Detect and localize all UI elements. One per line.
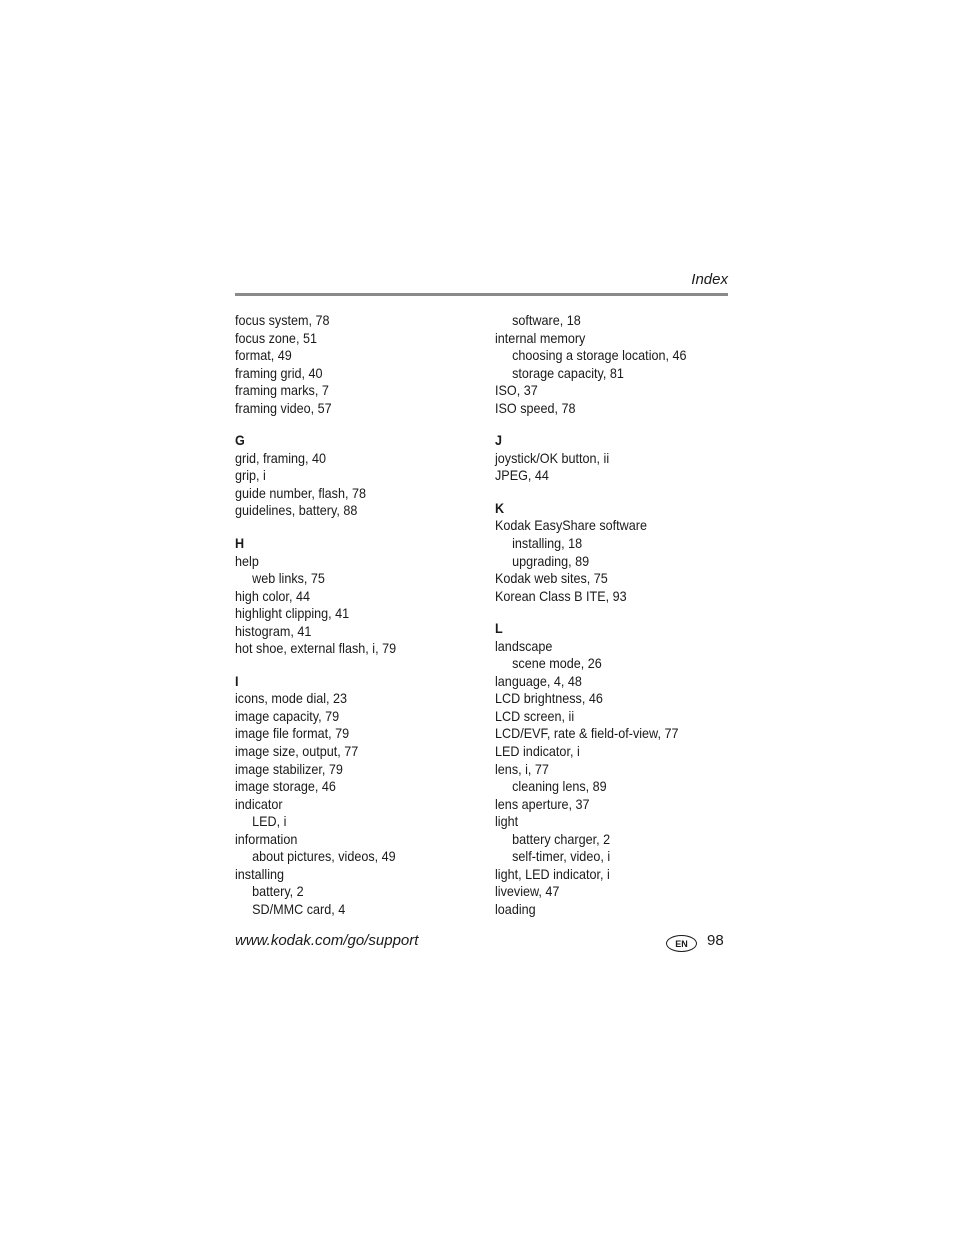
index-entry: image size, output, 77 (235, 743, 359, 760)
index-entry: lens, i, 77 (495, 760, 549, 777)
index-entry: light, LED indicator, i (495, 865, 610, 882)
index-entry: image stabilizer, 79 (235, 760, 343, 777)
index-subentry: software, 18 (512, 312, 581, 328)
index-letter-heading: L (495, 620, 503, 637)
index-entry: histogram, 41 (235, 622, 312, 639)
section-gap (235, 520, 485, 535)
index-entry: installing (235, 865, 285, 882)
index-subentry: battery, 2 (252, 883, 304, 900)
index-entry: image capacity, 79 (235, 707, 340, 724)
index-entry: lens aperture, 37 (495, 795, 590, 812)
index-entry: internal memory (495, 329, 586, 346)
index-entry: Kodak web sites, 75 (495, 570, 608, 587)
index-entry: ISO speed, 78 (495, 399, 576, 416)
index-entry: light (495, 813, 519, 830)
index-entry: Korean Class B ITE, 93 (495, 587, 627, 604)
index-entry: LCD brightness, 46 (495, 690, 603, 707)
index-entry: landscape (495, 637, 553, 654)
section-gap (235, 417, 485, 432)
index-entry: highlight clipping, 41 (235, 605, 350, 622)
index-entry: ISO, 37 (495, 382, 538, 399)
index-entry: liveview, 47 (495, 883, 560, 900)
index-subentry: self-timer, video, i (512, 848, 611, 865)
page-number: 98 (707, 932, 724, 949)
running-header-title: Index (691, 271, 728, 288)
index-entry: image file format, 79 (235, 725, 350, 742)
index-subentry: battery charger, 2 (512, 830, 611, 847)
index-entry: framing video, 57 (235, 399, 332, 416)
index-entry: image storage, 46 (235, 778, 336, 795)
index-entry: JPEG, 44 (495, 467, 549, 484)
index-entry: framing marks, 7 (235, 382, 329, 399)
index-entry: focus system, 78 (235, 312, 330, 328)
index-letter-heading: J (495, 432, 503, 449)
index-entry: hot shoe, external flash, i, 79 (235, 640, 397, 657)
section-gap (495, 605, 735, 620)
index-letter-heading: G (235, 432, 245, 449)
index-entry: Kodak EasyShare software (495, 517, 647, 534)
index-entry: guide number, flash, 78 (235, 484, 366, 501)
index-subentry: scene mode, 26 (512, 655, 602, 672)
index-subentry: web links, 75 (252, 570, 325, 587)
index-subentry: about pictures, videos, 49 (252, 848, 396, 865)
index-entry: LCD/EVF, rate & field-of-view, 77 (495, 725, 679, 742)
index-entry: grip, i (235, 467, 266, 484)
index-subentry: storage capacity, 81 (512, 364, 624, 381)
index-entry: high color, 44 (235, 587, 310, 604)
index-entry: icons, mode dial, 23 (235, 690, 348, 707)
index-entry: language, 4, 48 (495, 672, 582, 689)
index-subentry: upgrading, 89 (512, 552, 590, 569)
index-subentry: cleaning lens, 89 (512, 778, 607, 795)
header-rule (235, 293, 728, 296)
index-entry: loading (495, 900, 536, 917)
index-subentry: choosing a storage location, 46 (512, 347, 687, 364)
index-entry: focus zone, 51 (235, 329, 317, 346)
footer-support-url[interactable]: www.kodak.com/go/support (235, 932, 419, 949)
index-letter-heading: H (235, 535, 245, 552)
index-entry: framing grid, 40 (235, 364, 323, 381)
index-entry: joystick/OK button, ii (495, 449, 610, 466)
section-gap (495, 417, 735, 432)
index-entry: LED indicator, i (495, 743, 580, 760)
index-entry: information (235, 830, 298, 847)
index-subentry: installing, 18 (512, 535, 583, 552)
index-subentry: LED, i (252, 813, 287, 830)
language-badge: EN (666, 935, 697, 952)
index-letter-heading: I (235, 672, 239, 689)
index-letter-heading: K (495, 499, 505, 516)
index-column-left (235, 312, 485, 919)
index-subentry: SD/MMC card, 4 (252, 900, 346, 917)
index-entry: indicator (235, 795, 283, 812)
section-gap (495, 485, 735, 500)
index-entry: format, 49 (235, 347, 292, 364)
section-gap (235, 658, 485, 673)
index-entry: guidelines, battery, 88 (235, 502, 358, 519)
index-entry: LCD screen, ii (495, 707, 575, 724)
index-column-right (495, 312, 735, 919)
index-entry: grid, framing, 40 (235, 449, 327, 466)
index-entry: help (235, 552, 259, 569)
